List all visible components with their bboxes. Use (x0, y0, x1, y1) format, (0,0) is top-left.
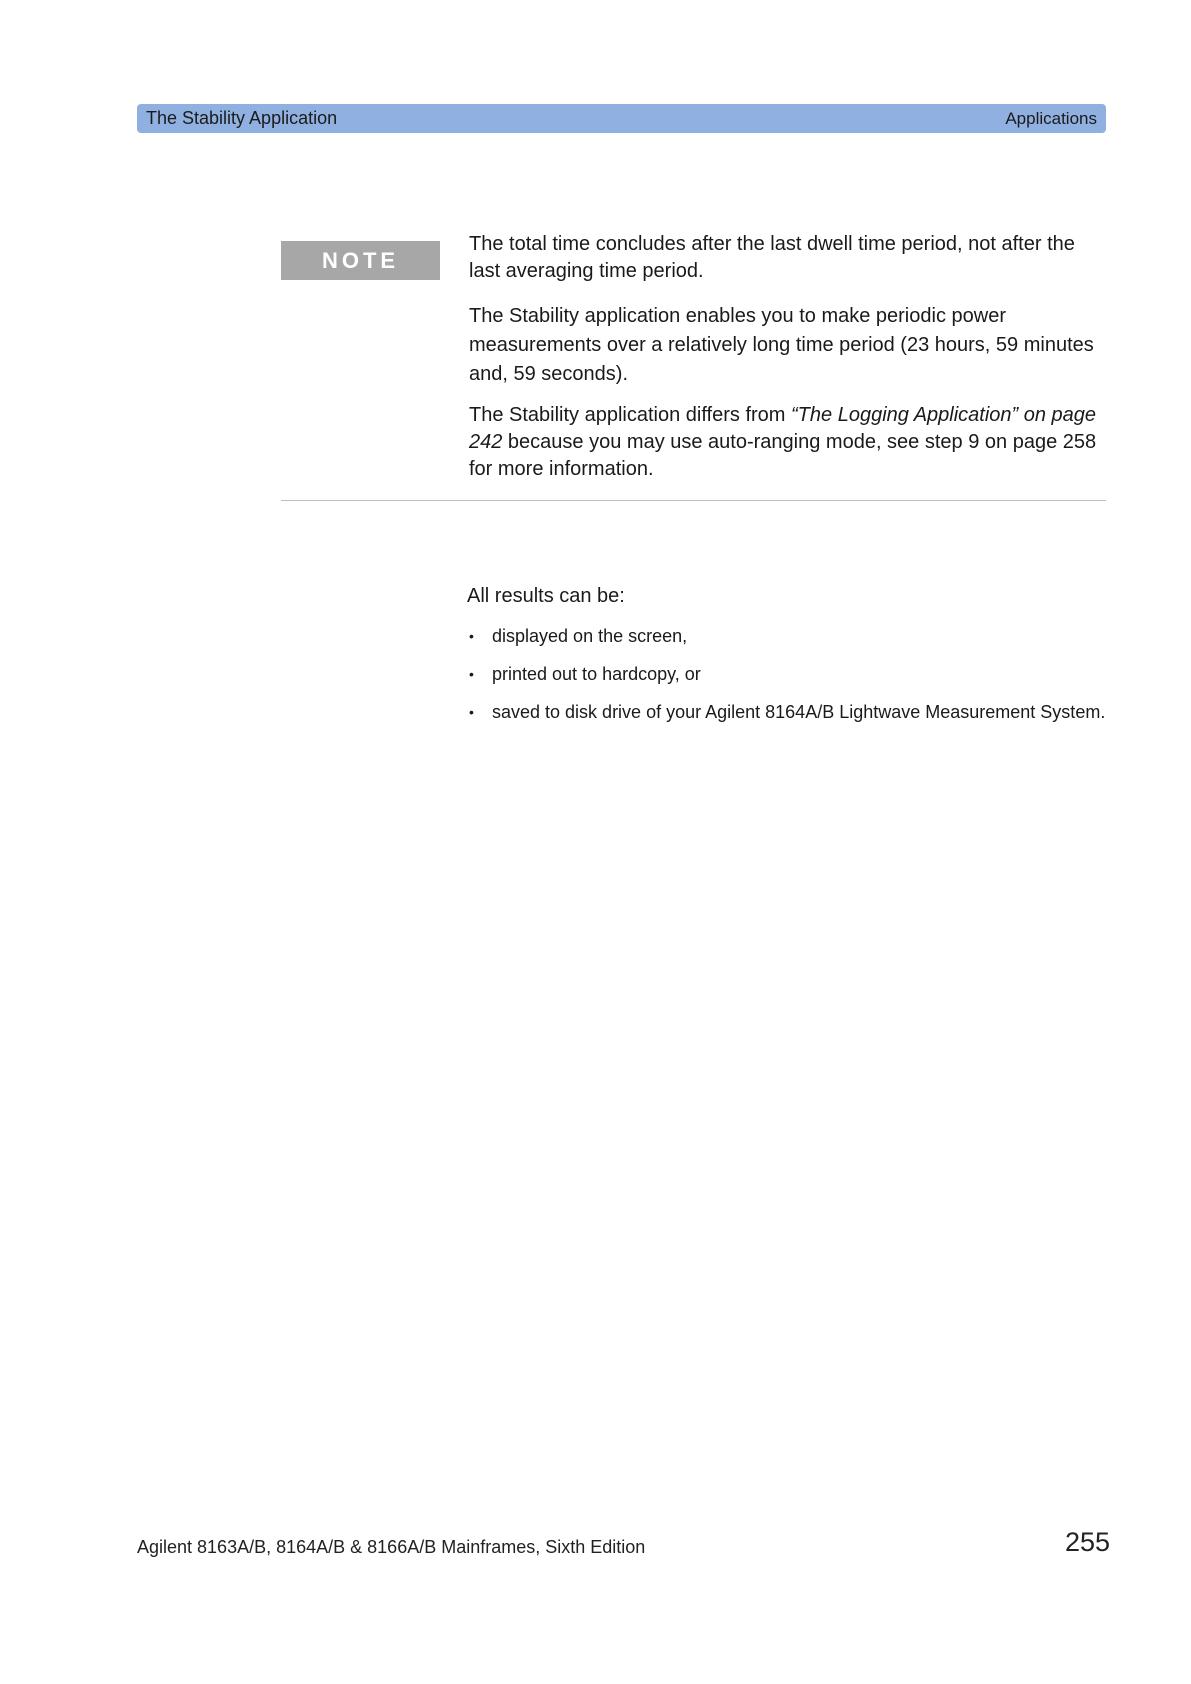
logging-application-reference: “The Logging Application” on page 242 (469, 404, 1097, 453)
note-text: The total time concludes after the last dwell time period, not after the last averaging time period. (469, 233, 1075, 282)
bullet-icon: • (469, 666, 474, 682)
footer-doc-title: Agilent 8163A/B, 8164A/B & 8166A/B Mainframes, Sixth Edition (137, 1537, 646, 1557)
section-title: The Stability Application (146, 108, 338, 128)
page-number: 255 (1064, 1527, 1110, 1557)
para2-end: because you may use auto-ranging mode, see step 9 on page 258 for more information. (469, 431, 1097, 480)
para2-start: The Stability application differs from (469, 404, 792, 426)
page-header-bar (137, 104, 1106, 133)
list-item-text: displayed on the screen, (492, 626, 688, 646)
results-list (467, 624, 1127, 738)
results-intro: All results can be: (467, 585, 625, 607)
bullet-icon: • (469, 704, 474, 720)
chapter-title: Applications (1005, 108, 1097, 128)
bullet-icon: • (469, 628, 474, 644)
stability-difference-paragraph (469, 402, 1109, 483)
note-badge: NOTE (281, 241, 440, 280)
list-item (467, 662, 1127, 686)
list-item-text: printed out to hardcopy, or (492, 664, 701, 684)
list-item (467, 624, 1127, 648)
list-item (467, 700, 1127, 724)
list-item-text: saved to disk drive of your Agilent 8164A/B Lightwave Measurement System. (492, 702, 1106, 722)
note-divider (281, 500, 1106, 501)
stability-description: The Stability application enables you to make periodic power measurements over a relatively long time period (23 hours, 59 minutes and, 59 seconds). (469, 305, 1094, 385)
